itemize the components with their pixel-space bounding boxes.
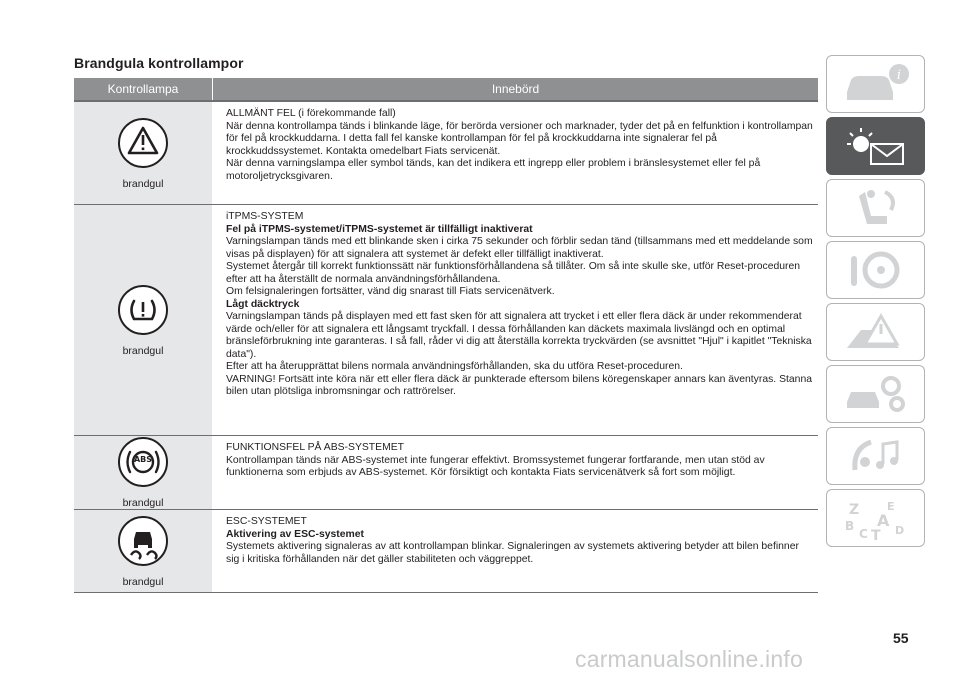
chapter-tab[interactable] bbox=[826, 303, 925, 361]
lamp-cell bbox=[74, 510, 212, 592]
meaning-subheading: Lågt däcktryck bbox=[226, 298, 300, 310]
svg-text:D: D bbox=[894, 524, 904, 537]
lamp-color-label: brandgul bbox=[122, 575, 164, 588]
chapter-tab[interactable] bbox=[826, 241, 925, 299]
warning-lamp-table bbox=[74, 78, 818, 593]
lamp-cell bbox=[74, 436, 212, 509]
meaning-text: VARNING! Fortsätt inte köra när ett eller flera däck är punkterade eftersom bilens köregenskaper annars kan äventyras. Stanna bilen utan plötsliga inbromsningar och rattrörelser. bbox=[226, 373, 813, 397]
table-row bbox=[74, 436, 818, 510]
media-music-icon bbox=[841, 434, 911, 478]
meaning-text: Kontrollampan tänds när ABS-systemet inte fungerar effektivt. Bromssystemet fungerar fortfarande, men utan stöd av funktionerna som erbjuds av ABS-systemet. Kör försiktigt och kontakta Fiats servicenätverk så fort som möjligt. bbox=[226, 454, 765, 478]
meaning-cell bbox=[212, 436, 818, 509]
warning-triangle-icon bbox=[117, 117, 169, 174]
header-lamp: Kontrollampa bbox=[107, 82, 179, 96]
meaning-text: Systemet återgår till korrekt funktionssätt när funktionsförhållandena så tillåter. Om så inte skulle ske, utför Reset-proceduren efter att ha återställt de normala användningsförhållandena. bbox=[226, 261, 801, 285]
meaning-cell bbox=[212, 102, 818, 204]
warning-lamp-message-icon bbox=[841, 124, 911, 168]
chapter-tab[interactable] bbox=[826, 489, 925, 547]
svg-text:Z: Z bbox=[848, 502, 859, 518]
chapter-tab[interactable] bbox=[826, 55, 925, 113]
lamp-color-label: brandgul bbox=[122, 177, 164, 190]
steering-key-icon bbox=[841, 248, 911, 292]
meaning-text: iTPMS-SYSTEM bbox=[226, 211, 304, 222]
meaning-text: Systemets aktivering signaleras av att kontrollampan blinkar. Signaleringen av systemets aktivering betyder att bilen befinner sig i kritiska förhållanden när det gäller stabiliteten och väggreppet. bbox=[226, 541, 799, 565]
lamp-color-label: brandgul bbox=[122, 344, 164, 357]
abs-icon bbox=[117, 436, 169, 493]
meaning-text: Efter att ha återupprättat bilens normala användningsförhållanden, ska du utföra Reset-proceduren. bbox=[226, 361, 683, 372]
page-number: 55 bbox=[893, 630, 909, 646]
table-row bbox=[74, 205, 818, 436]
meaning-cell bbox=[212, 205, 818, 435]
meaning-text: När denna kontrollampa tänds i blinkande läge, för berörda versioner och marknader, tyder det på en felfunktion i kontrollampan för fel på krockkuddarna. I detta fall fel kanske kontrollampan för fel på krockkuddarna inte signalerar fel på krockkuddssystemet. Kontakta omedelbart Fiats servicenät. bbox=[226, 120, 813, 157]
table-row bbox=[74, 510, 818, 593]
tire-pressure-icon bbox=[117, 284, 169, 341]
meaning-subheading: Aktivering av ESC-systemet bbox=[226, 528, 365, 540]
meaning-text: ALLMÄNT FEL (i förekommande fall) bbox=[226, 108, 396, 119]
meaning-text: FUNKTIONSFEL PÅ ABS-SYSTEMET bbox=[226, 442, 405, 453]
meaning-text: Varningslampan tänds på displayen med ett fast sken för att signalera att trycket i ett eller flera däck är under rekommenderat värde och/eller för att signalera ett långsamt tryckfall. I dessa förhållanden kan däckets maximala livslängd och en optimal bränsleförbrukning inte garanteras. I så fall, råder vi dig att återställa korrekta tryckvärden (se avsnittet "Hjul" i kapitlet "Tekniska data"). bbox=[226, 311, 812, 360]
watermark: carmanualsonline.info bbox=[575, 646, 803, 672]
meaning-subheading: Fel på iTPMS-systemet/iTPMS-systemet är tillfälligt inaktiverat bbox=[226, 223, 533, 235]
table-header bbox=[74, 78, 818, 100]
svg-text:T: T bbox=[870, 528, 881, 540]
esc-skid-icon bbox=[117, 515, 169, 572]
svg-text:B: B bbox=[844, 519, 854, 533]
meaning-cell bbox=[212, 510, 818, 592]
table-row bbox=[74, 100, 818, 205]
lamp-cell bbox=[74, 102, 212, 204]
meaning-text: ESC-SYSTEMET bbox=[226, 516, 307, 527]
meaning-text: När denna varningslampa eller symbol tänds, kan det indikera ett ingrepp eller problem i bränslesystemet eller fel på motoroljetrycksgivaren. bbox=[226, 158, 761, 182]
svg-text:C: C bbox=[858, 527, 868, 540]
chapter-tab[interactable] bbox=[826, 179, 925, 237]
chapter-tab[interactable] bbox=[826, 117, 925, 175]
header-meaning: Innebörd bbox=[491, 82, 540, 96]
road-warning-icon bbox=[841, 310, 911, 354]
chapter-tabs bbox=[826, 55, 926, 551]
abs-icon-label: ABS bbox=[133, 455, 153, 464]
chapter-tab[interactable] bbox=[826, 365, 925, 423]
svg-text:E: E bbox=[886, 500, 895, 513]
svg-text:i: i bbox=[896, 68, 901, 83]
lamp-cell bbox=[74, 205, 212, 435]
car-gears-icon bbox=[841, 372, 911, 416]
lamp-color-label: brandgul bbox=[122, 497, 164, 509]
car-info-icon bbox=[841, 62, 911, 106]
meaning-text: Varningslampan tänds med ett blinkande sken i cirka 75 sekunder och förblir sedan tänd (tillsammans med ett meddelande som visas på displayen) för att signalera att systemet är defekt eller tillfälligt inaktiverat. bbox=[226, 236, 813, 260]
seat-airbag-icon bbox=[841, 186, 911, 230]
chapter-tab[interactable] bbox=[826, 427, 925, 485]
svg-text:A: A bbox=[876, 511, 889, 530]
alphabet-index-icon bbox=[841, 496, 911, 540]
meaning-text: Om felsignaleringen fortsätter, vänd dig snarast till Fiats servicenätverk. bbox=[226, 286, 555, 297]
page-title: Brandgula kontrollampor bbox=[74, 55, 244, 71]
